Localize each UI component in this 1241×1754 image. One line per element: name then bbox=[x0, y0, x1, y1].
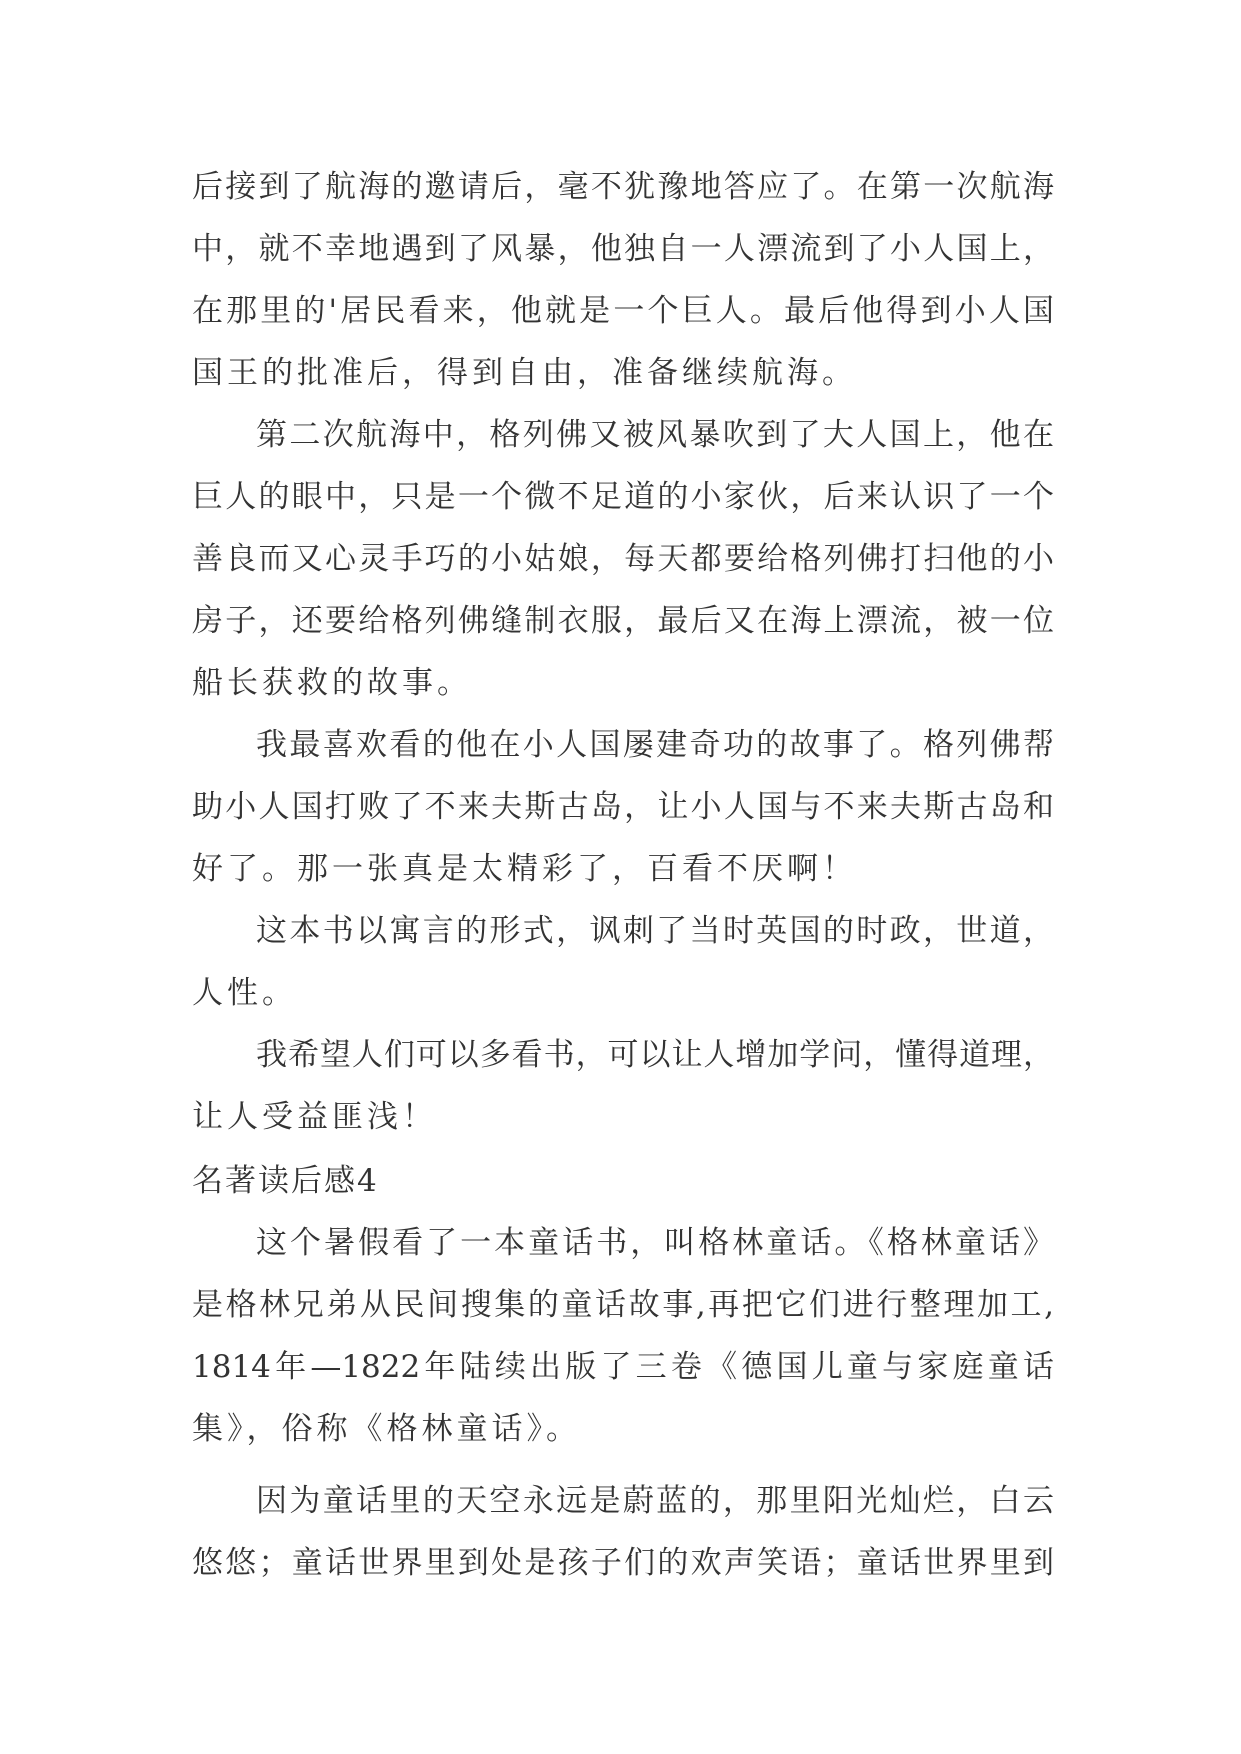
text-line: 好了。那一张真是太精彩了，百看不厌啊！ bbox=[192, 851, 857, 887]
text-line: 船长获救的故事。 bbox=[192, 665, 472, 701]
text-line: 这个暑假看了一本童话书，叫格林童话。《格林童话》 bbox=[256, 1225, 1054, 1261]
text-line: 悠悠；童话世界里到处是孩子们的欢声笑语；童话世界里到 bbox=[192, 1545, 1054, 1581]
text-line: 让人受益匪浅！ bbox=[192, 1099, 437, 1135]
text-line: 助小人国打败了不来夫斯古岛，让小人国与不来夫斯古岛和 bbox=[192, 789, 1054, 825]
text-line: 在那里的'居民看来，他就是一个巨人。最后他得到小人国 bbox=[192, 293, 1054, 329]
text-line: 因为童话里的天空永远是蔚蓝的，那里阳光灿烂，白云 bbox=[256, 1483, 1054, 1519]
text-line: 是格林兄弟从民间搜集的童话故事,再把它们进行整理加工, bbox=[192, 1287, 1054, 1323]
text-line: 1814年—1822年陆续出版了三卷《德国儿童与家庭童话 bbox=[192, 1349, 1054, 1385]
text-line: 后接到了航海的邀请后，毫不犹豫地答应了。在第一次航海 bbox=[192, 169, 1054, 205]
text-line: 我希望人们可以多看书，可以让人增加学问，懂得道理， bbox=[256, 1037, 1054, 1073]
text-line: 集》，俗称《格林童话》。 bbox=[192, 1411, 581, 1447]
text-line: 巨人的眼中，只是一个微不足道的小家伙，后来认识了一个 bbox=[192, 479, 1054, 515]
body-text-bottom bbox=[192, 1212, 1054, 1594]
text-line: 人性。 bbox=[192, 975, 297, 1011]
text-line: 我最喜欢看的他在小人国屡建奇功的故事了。格列佛帮 bbox=[256, 727, 1054, 763]
text-line: 第二次航海中，格列佛又被风暴吹到了大人国上，他在 bbox=[256, 417, 1054, 453]
section-title: 名著读后感4 bbox=[192, 1163, 379, 1199]
text-line: 善良而又心灵手巧的小姑娘，每天都要给格列佛打扫他的小 bbox=[192, 541, 1054, 577]
body-text-top bbox=[192, 156, 1054, 1148]
text-line: 这本书以寓言的形式，讽刺了当时英国的时政，世道， bbox=[256, 913, 1054, 949]
text-line: 中，就不幸地遇到了风暴，他独自一人漂流到了小人国上， bbox=[192, 231, 1054, 267]
text-line: 房子，还要给格列佛缝制衣服，最后又在海上漂流，被一位 bbox=[192, 603, 1054, 639]
text-line: 国王的批准后，得到自由，准备继续航海。 bbox=[192, 355, 857, 391]
